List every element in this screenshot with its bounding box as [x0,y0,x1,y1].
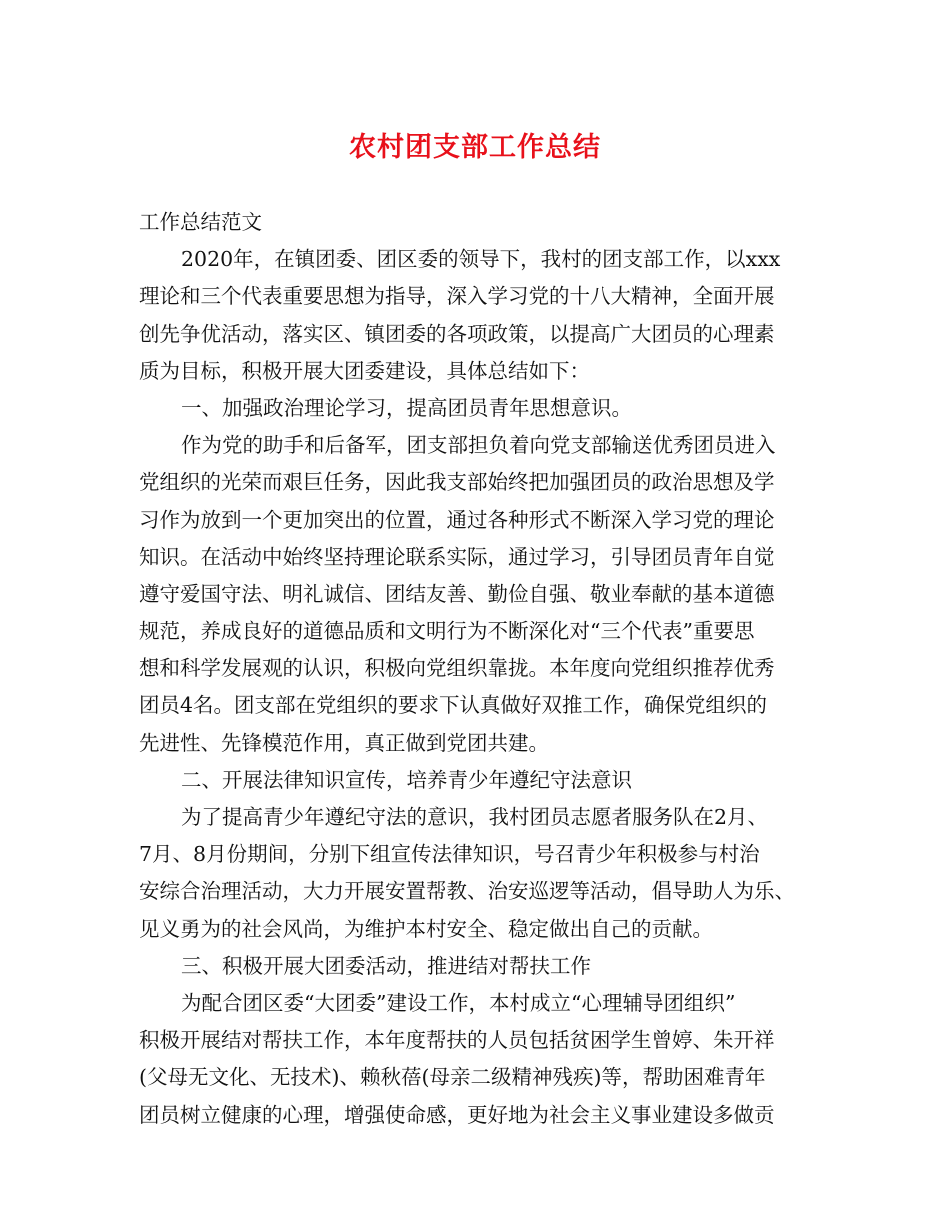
text-line: 工作总结范文 [139,210,262,234]
document-title: 农村团支部工作总结 [349,132,601,163]
text-line: 理论和三个代表重要思想为指导，深入学习党的十八大精神，全面开展 [139,284,775,309]
text-line: 作为党的助手和后备军，团支部担负着向党支部输送优秀团员进入 [181,433,776,458]
text-line: 团员树立健康的心理，增强使命感，更好地为社会主义事业建设多做贡 [139,1102,775,1127]
text-line: 积极开展结对帮扶工作，本年度帮扶的人员包括贫困学生曾婷、朱开祥 [139,1028,775,1053]
text-line: 安综合治理活动，大力开展安置帮教、治安巡逻等活动，倡导助人为乐、 [139,879,795,904]
text-line: 创先争优活动，落实区、镇团委的各项政策，以提高广大团员的心理素 [139,321,775,346]
text-line: 规范，养成良好的道德品质和文明行为不断深化对“三个代表”重要思 [139,619,755,644]
text-line: 为了提高青少年遵纪守法的意识，我村团员志愿者服务队在2月、 [181,805,769,829]
text-line: 为配合团区委“大团委”建设工作，本村成立“心理辅导团组织” [181,990,736,1015]
text-line: 习作为放到一个更加突出的位置，通过各种形式不断深入学习党的理论 [139,507,775,532]
text-line: 团员4名。团支部在党组织的要求下认真做好双推工作，确保党组织的 [139,693,768,718]
text-line: 遵守爱国守法、明礼诚信、团结友善、勤俭自强、敬业奉献的基本道德 [139,581,775,606]
text-line: 一、加强政治理论学习，提高团员青年思想意识。 [181,395,632,420]
text-line: 二、开展法律知识宣传，培养青少年遵纪守法意识 [181,767,632,792]
text-line: 质为目标，积极开展大团委建设，具体总结如下： [139,358,590,383]
text-line: 先进性、先锋模范作用，真正做到党团共建。 [139,730,549,755]
text-line: 党组织的光荣而艰巨任务，因此我支部始终把加强团员的政治思想及学 [139,470,775,495]
text-line: 知识。在活动中始终坚持理论联系实际，通过学习，引导团员青年自觉 [139,544,775,569]
document-body [139,204,829,1134]
text-line: 三、积极开展大团委活动，推进结对帮扶工作 [181,953,591,978]
text-line: 7月、8月份期间，分别下组宣传法律知识，号召青少年积极参与村治 [139,842,760,867]
text-line: 想和科学发展观的认识，积极向党组织靠拢。本年度向党组织推荐优秀 [139,656,775,681]
text-line: 见义勇为的社会风尚，为维护本村安全、稳定做出自己的贡献。 [139,916,713,941]
text-line: (父母无文化、无技术)、赖秋蓓(母亲二级精神残疾)等，帮助困难青年 [139,1065,766,1090]
text-line: 2020年，在镇团委、团区委的领导下，我村的团支部工作，以xxx [181,247,781,272]
